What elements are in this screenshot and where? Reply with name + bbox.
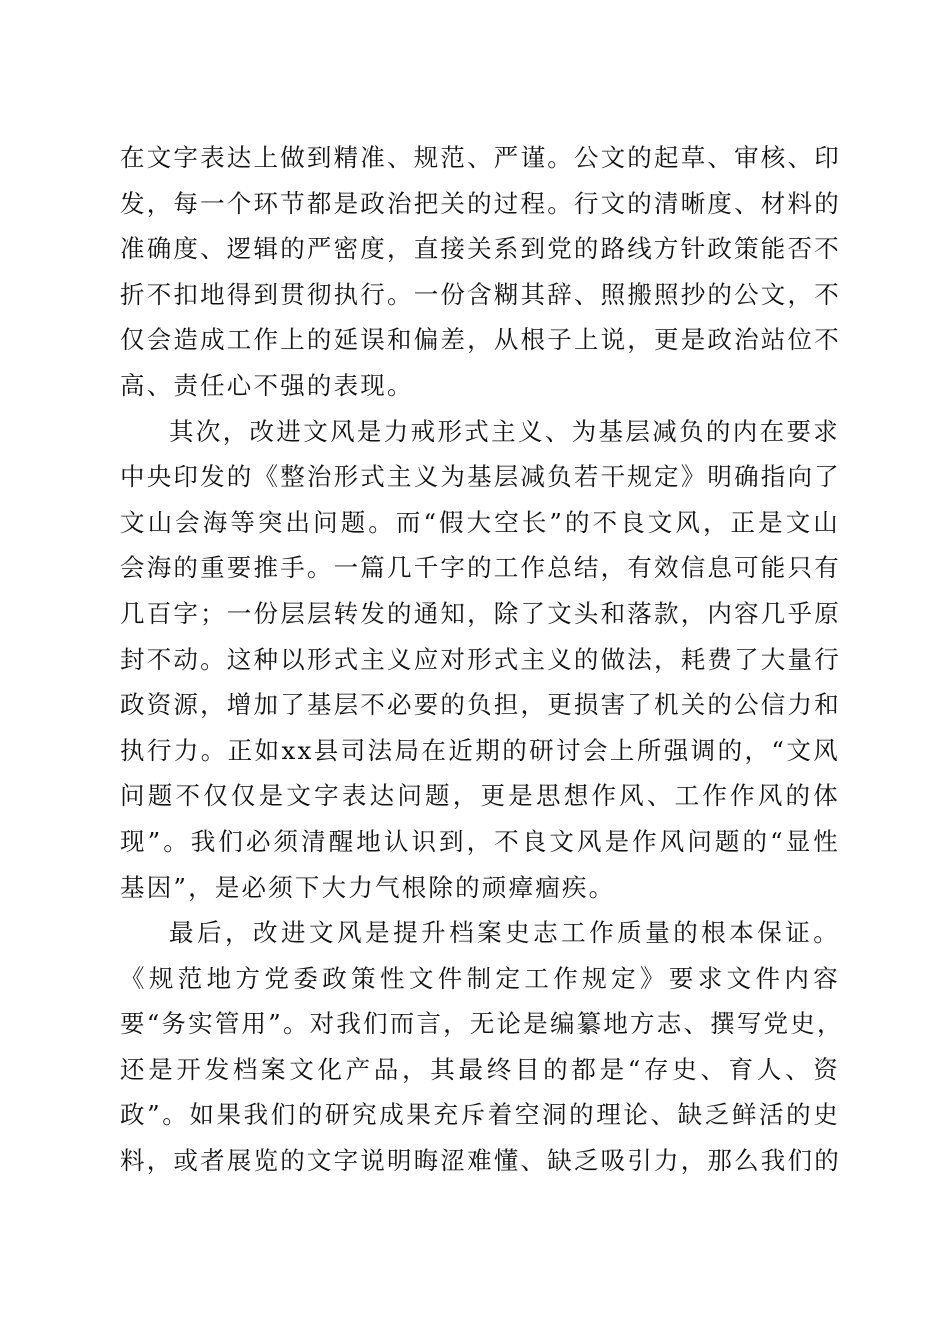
paragraph-first-line: 最后，改进文风是提升档案史志工作质量的根本保证。 <box>169 918 840 948</box>
text-line: 问题不仅仅是文字表达问题，更是思想作风、工作作风的体 <box>120 781 840 811</box>
text-line: 中央印发的《整治形式主义为基层减负若干规定》明确指向了 <box>120 462 841 492</box>
text-line: 几百字；一份层层转发的通知，除了文头和落款，内容几乎原 <box>120 598 841 628</box>
text-line: 还是开发档案文化产品，其最终目的都是“存史、育人、资 <box>120 1054 840 1084</box>
text-line: 料，或者展览的文字说明晦涩难懂、缺乏吸引力，那么我们的 <box>120 1146 841 1176</box>
text-line: 发，每一个环节都是政治把关的过程。行文的清晰度、材料的 <box>120 188 841 218</box>
text-line: 封不动。这种以形式主义应对形式主义的做法，耗费了大量行 <box>120 644 841 674</box>
text-line: 基因”，是必须下大力气根除的顽瘴痼疾。 <box>120 872 616 902</box>
text-line: 政”。如果我们的研究成果充斥着空洞的理论、缺乏鲜活的史 <box>120 1100 840 1130</box>
paragraph-first-line: 其次，改进文风是力戒形式主义、为基层减负的内在要求 <box>169 416 840 446</box>
text-line: 现”。我们必须清醒地认识到，不良文风是作风问题的“显性 <box>120 826 840 856</box>
text-line: 政资源，增加了基层不必要的负担，更损害了机关的公信力和 <box>120 690 841 720</box>
text-line: 要“务实管用”。对我们而言，无论是编纂地方志、撰写党史， <box>120 1009 844 1039</box>
text-line: 准确度、逻辑的严密度，直接关系到党的路线方针政策能否不 <box>120 234 841 264</box>
text-line: 在文字表达上做到精准、规范、严谨。公文的起草、审核、印 <box>120 143 841 172</box>
text-line: 文山会海等突出问题。而“假大空长”的不良文风，正是文山 <box>120 507 840 537</box>
text-line: 会海的重要推手。一篇几千字的工作总结，有效信息可能只有 <box>120 553 841 583</box>
text-line: 仅会造成工作上的延误和偏差，从根子上说，更是政治站位不 <box>120 325 841 355</box>
text-line: 折不扣地得到贯彻执行。一份含糊其辞、照搬照抄的公文，不 <box>120 279 841 309</box>
text-line: 高、责任心不强的表现。 <box>120 370 414 400</box>
body-text <box>120 135 844 1184</box>
text-line: 《规范地方党委政策性文件制定工作规定》要求文件内容 <box>120 963 840 993</box>
text-line: 执行力。正如xx县司法局在近期的研讨会上所强调的，“文风 <box>120 735 840 765</box>
